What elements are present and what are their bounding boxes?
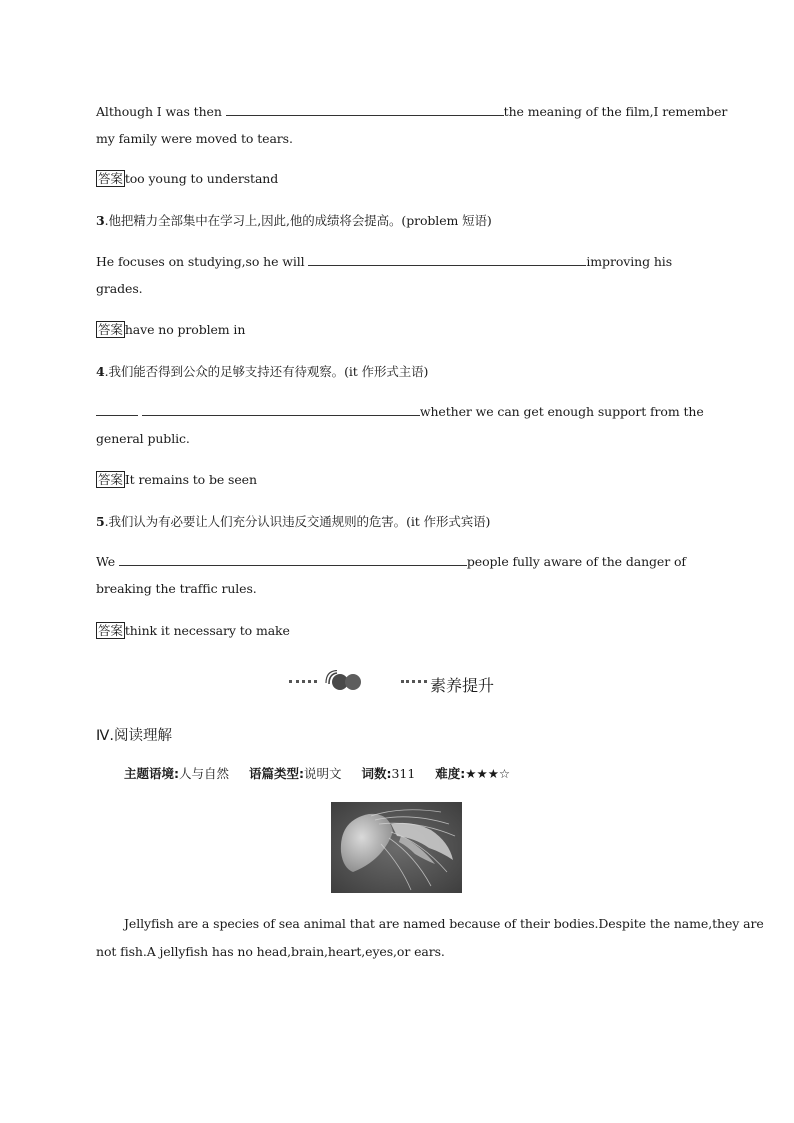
difficulty-stars: ★★★☆ bbox=[465, 766, 511, 781]
q4-blank-1[interactable] bbox=[96, 403, 138, 416]
q5-text-end: people fully aware of the danger of bbox=[466, 554, 686, 569]
theme-label: 主题语境: bbox=[124, 766, 179, 781]
jellyfish-photo bbox=[331, 802, 462, 893]
answer-text: think it necessary to make bbox=[124, 623, 290, 638]
reading-meta bbox=[124, 764, 510, 782]
q2-line1 bbox=[96, 103, 727, 119]
question-prompt: .我们认为有必要让人们充分认识违反交通规则的危害。(it 作形式宾语) bbox=[104, 514, 491, 529]
q5-answer bbox=[96, 622, 290, 639]
q3-prompt bbox=[96, 211, 492, 229]
q2-line2: my family were moved to tears. bbox=[96, 131, 293, 146]
answer-text: too young to understand bbox=[124, 171, 279, 186]
q4-prompt bbox=[96, 362, 428, 380]
question-prompt: .他把精力全部集中在学习上,因此,他的成绩将会提高。(problem 短语) bbox=[104, 213, 492, 228]
banner-title: 素养提升 bbox=[430, 676, 495, 695]
divider-dots-left bbox=[289, 680, 317, 683]
question-number: 5 bbox=[96, 514, 105, 529]
type-value: 说明文 bbox=[303, 766, 342, 781]
question-number: 4 bbox=[96, 364, 105, 379]
section-emblem-icon bbox=[323, 670, 369, 692]
q4-line1 bbox=[96, 403, 704, 419]
q2-text-end: the meaning of the film,I remember bbox=[503, 104, 728, 119]
question-prompt: .我们能否得到公众的足够支持还有待观察。(it 作形式主语) bbox=[104, 364, 429, 379]
q4-line2: general public. bbox=[96, 431, 190, 446]
q4-blank-2[interactable] bbox=[142, 403, 420, 416]
q2-text-start: Although I was then bbox=[96, 104, 222, 119]
q3-blank[interactable] bbox=[308, 253, 586, 266]
q3-text-end: improving his bbox=[586, 254, 673, 269]
question-number: 3 bbox=[96, 213, 105, 228]
answer-label: 答案 bbox=[98, 322, 123, 337]
passage-line-1: Jellyfish are a species of sea animal that are named because of their bodies.Despite the name,they are bbox=[124, 916, 764, 931]
difficulty-label: 难度: bbox=[435, 766, 466, 781]
answer-label: 答案 bbox=[98, 171, 123, 186]
passage-line-2: not fish.A jellyfish has no head,brain,heart,eyes,or ears. bbox=[96, 944, 445, 959]
q3-line2: grades. bbox=[96, 281, 143, 296]
q5-prompt bbox=[96, 512, 490, 530]
q4-answer bbox=[96, 471, 257, 488]
q5-blank[interactable] bbox=[119, 553, 467, 566]
words-value: 311 bbox=[391, 766, 416, 781]
q3-text-start: He focuses on studying,so he will bbox=[96, 254, 305, 269]
theme-value: 人与自然 bbox=[179, 766, 230, 781]
q5-text-start: We bbox=[96, 554, 116, 569]
answer-label: 答案 bbox=[98, 623, 123, 638]
q4-text-end: whether we can get enough support from the bbox=[419, 404, 704, 419]
section-heading: Ⅳ.阅读理解 bbox=[96, 728, 172, 744]
answer-text: It remains to be seen bbox=[124, 472, 257, 487]
q3-line1 bbox=[96, 253, 672, 269]
type-label: 语篇类型: bbox=[248, 766, 304, 781]
q5-line1 bbox=[96, 553, 686, 569]
q3-answer bbox=[96, 321, 245, 338]
words-label: 词数: bbox=[361, 766, 392, 781]
q2-blank[interactable] bbox=[226, 103, 504, 116]
divider-dots-right bbox=[401, 680, 427, 683]
q2-answer bbox=[96, 170, 278, 187]
answer-label: 答案 bbox=[98, 472, 123, 487]
q5-line2: breaking the traffic rules. bbox=[96, 581, 257, 596]
answer-text: have no problem in bbox=[124, 322, 246, 337]
